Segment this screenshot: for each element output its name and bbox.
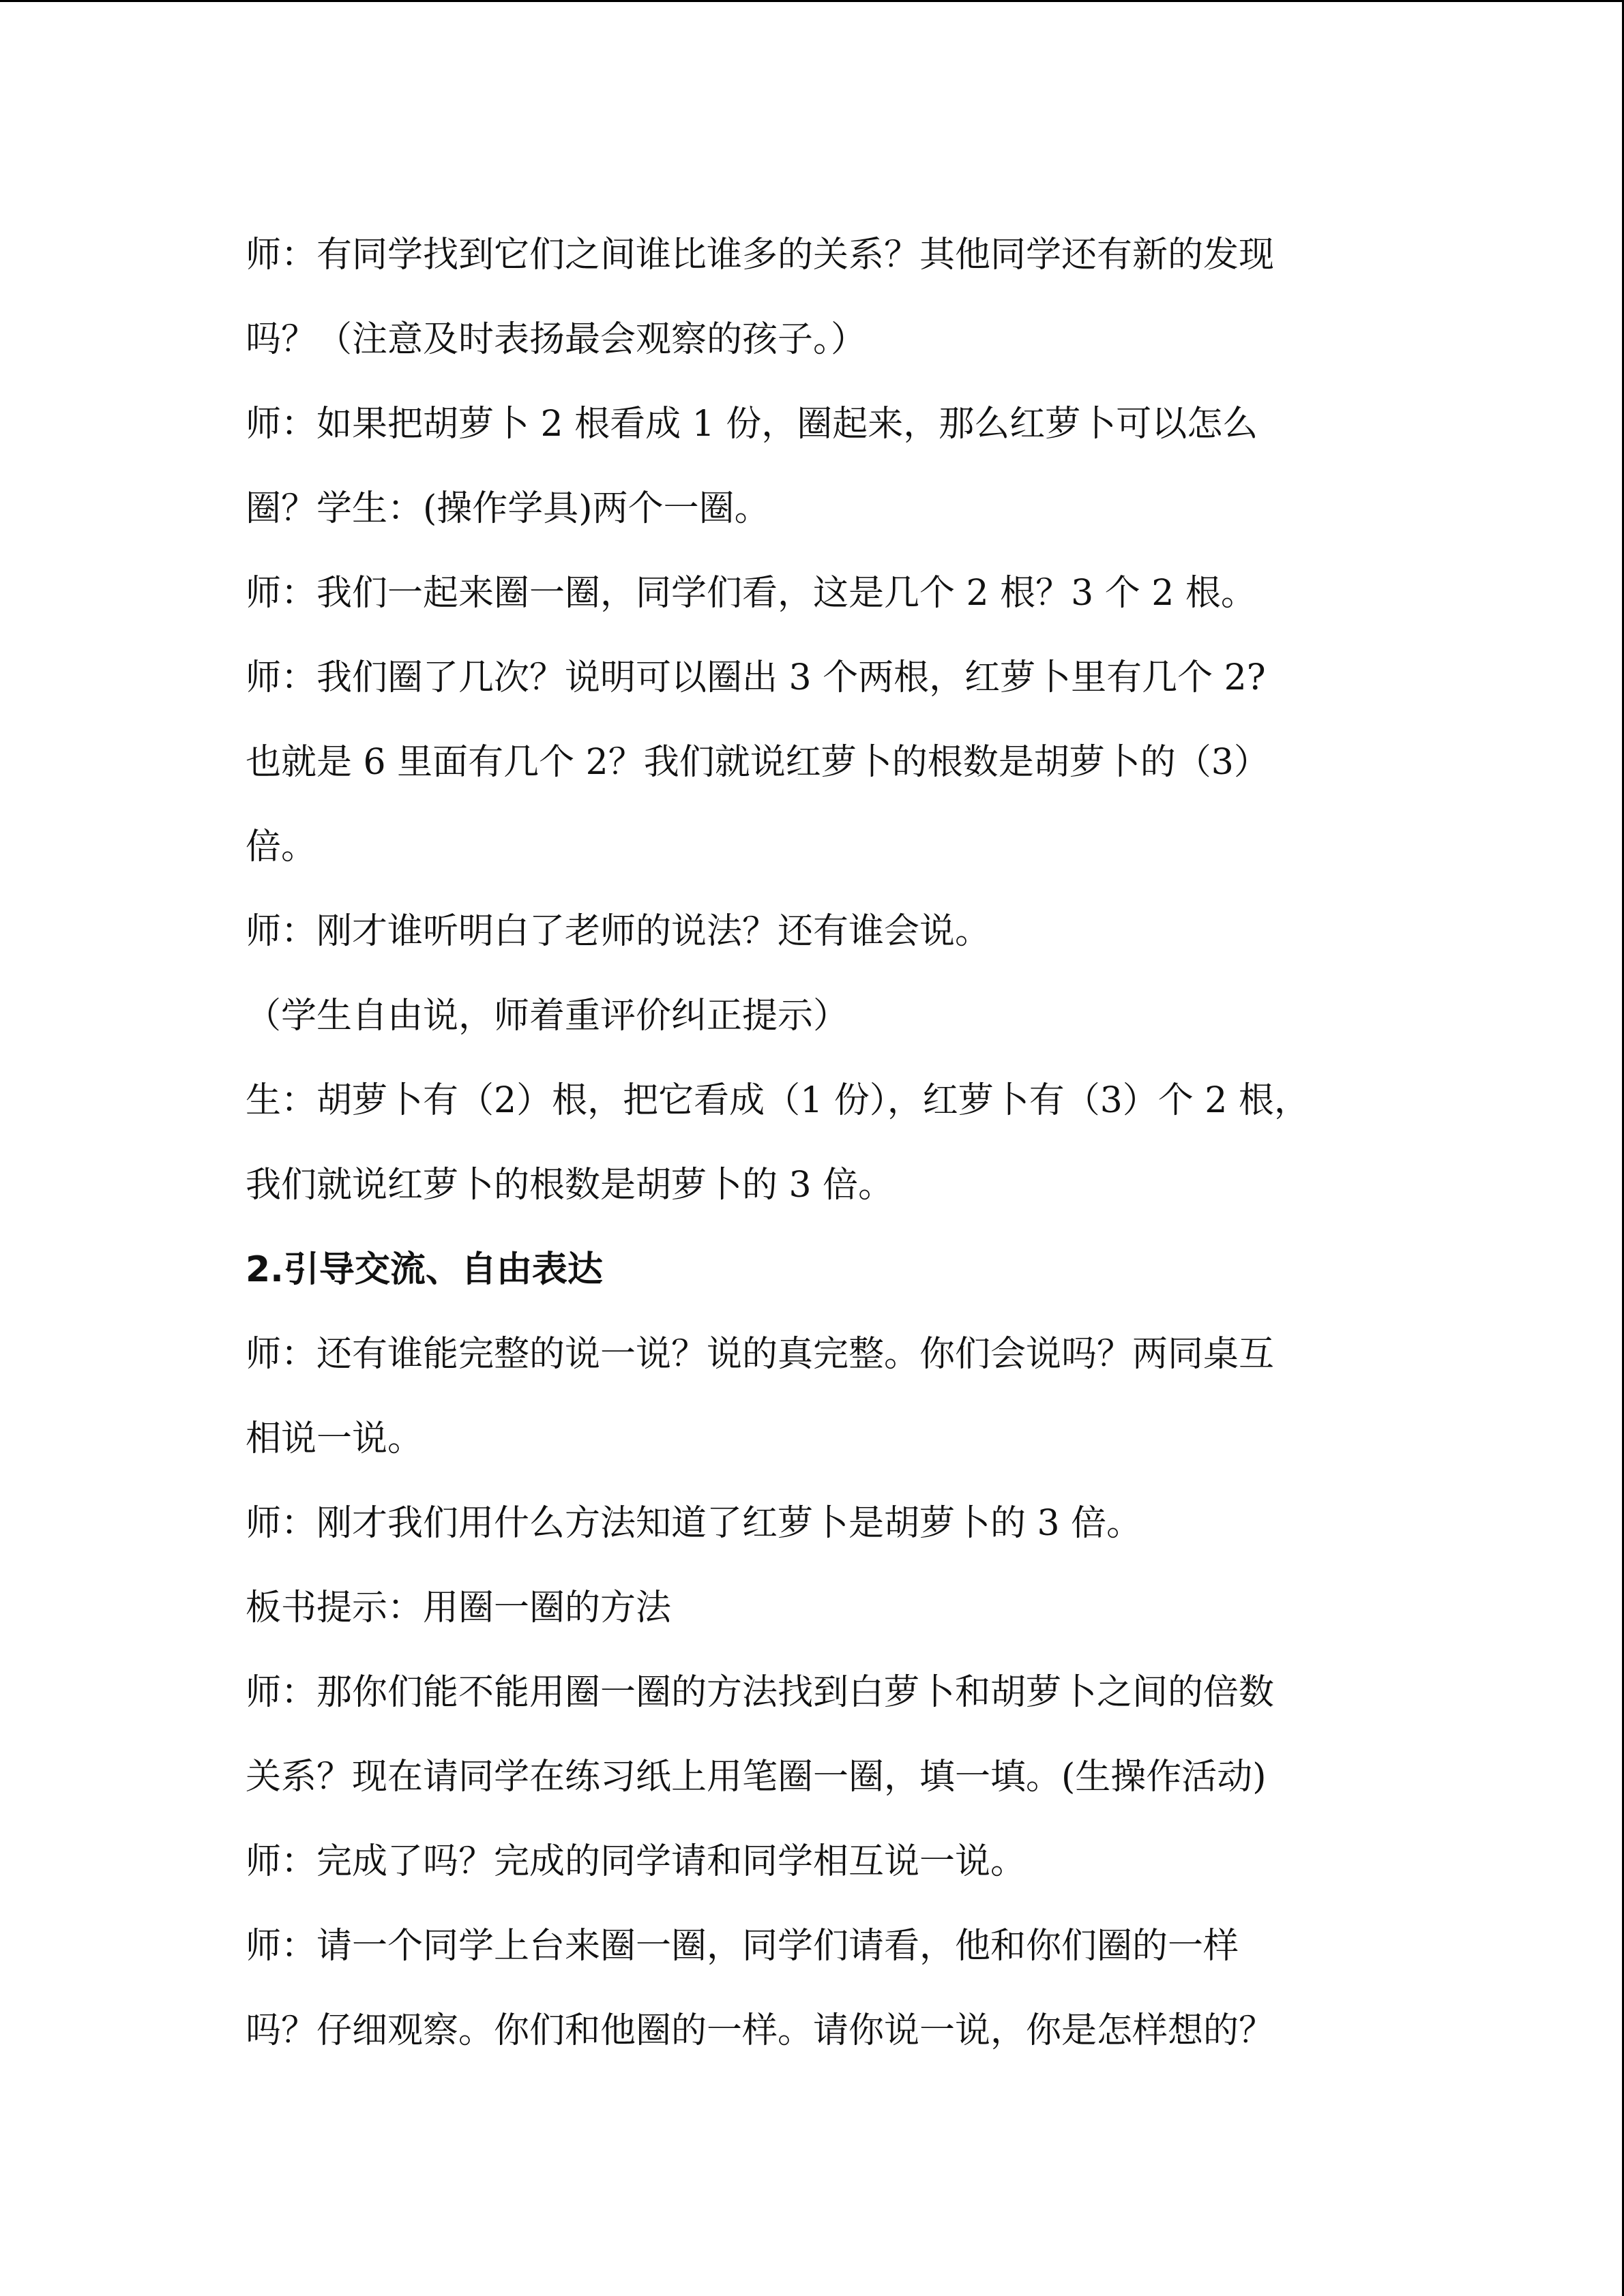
paragraph-line: 师：我们一起来圈一圈，同学们看，这是几个 2 根？3 个 2 根。 <box>246 573 1256 614</box>
paragraph-line: 吗？仔细观察。你们和他圈的一样。请你说一说，你是怎样想的？ <box>246 2010 1275 2051</box>
paragraph-line: 师：我们圈了几次？说明可以圈出 3 个两根，红萝卜里有几个 2? <box>246 657 1266 698</box>
paragraph-line: 师：有同学找到它们之间谁比谁多的关系？其他同学还有新的发现 <box>246 235 1275 275</box>
paragraph-line: 师：刚才我们用什么方法知道了红萝卜是胡萝卜的 3 倍。 <box>246 1503 1142 1544</box>
section-heading: 2.引导交流、自由表达 <box>246 1249 603 1290</box>
paragraph-line: 吗？（注意及时表扬最会观察的孩子。） <box>246 319 867 360</box>
paragraph-line: 师：那你们能不能用圈一圈的方法找到白萝卜和胡萝卜之间的倍数 <box>246 1672 1275 1713</box>
paragraph-line: 倍。 <box>246 826 317 867</box>
paragraph-line: 关系？现在请同学在练习纸上用笔圈一圈，填一填。(生操作活动) <box>246 1757 1267 1798</box>
paragraph-line: （学生自由说，师着重评价纠正提示） <box>246 996 849 1037</box>
paragraph-line: 相说一说。 <box>246 1418 424 1459</box>
paragraph-line: 也就是 6 里面有几个 2？我们就说红萝卜的根数是胡萝卜的（3） <box>246 742 1269 783</box>
paragraph-line: 板书提示：用圈一圈的方法 <box>246 1587 672 1628</box>
paragraph-line: 师：完成了吗？完成的同学请和同学相互说一说。 <box>246 1841 1027 1882</box>
paragraph-line: 师：请一个同学上台来圈一圈，同学们请看，他和你们圈的一样 <box>246 1926 1239 1967</box>
paragraph-line: 生：胡萝卜有（2）根，把它看成（1 份），红萝卜有（3）个 2 根， <box>246 1080 1310 1121</box>
page-top-border <box>0 0 1624 2</box>
paragraph-line: 师：还有谁能完整的说一说？说的真完整。你们会说吗？两同桌互 <box>246 1334 1275 1375</box>
paragraph-line: 师：刚才谁听明白了老师的说法？还有谁会说。 <box>246 911 991 952</box>
document-body <box>246 213 1364 2073</box>
paragraph-line: 我们就说红萝卜的根数是胡萝卜的 3 倍。 <box>246 1165 894 1206</box>
paragraph-line: 圈？学生：(操作学具)两个一圈。 <box>246 488 770 529</box>
paragraph-line: 师：如果把胡萝卜 2 根看成 1 份，圈起来，那么红萝卜可以怎么 <box>246 404 1258 445</box>
